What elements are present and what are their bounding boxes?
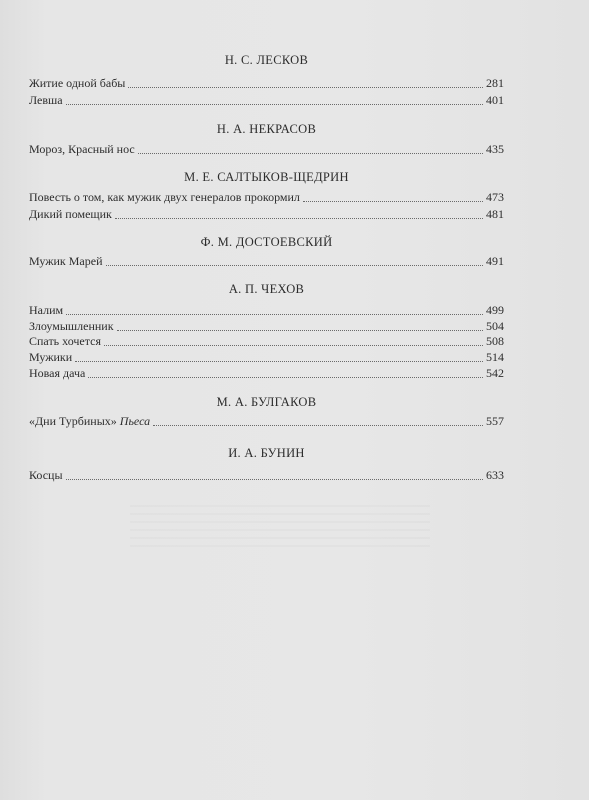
- dot-leader: [153, 424, 483, 426]
- toc-entry[interactable]: [29, 93, 504, 108]
- toc-entry[interactable]: [29, 254, 504, 269]
- dot-leader: [128, 86, 483, 88]
- entry-page-number: 499: [486, 303, 504, 317]
- entry-title: Злоумышленник: [29, 319, 114, 333]
- dot-leader: [66, 103, 483, 105]
- entry-title-main: «Дни Турбиных»: [29, 414, 117, 428]
- entry-page-number: 473: [486, 190, 504, 204]
- entry-page-number: 542: [486, 366, 504, 380]
- entry-page-number: 481: [486, 207, 504, 221]
- dot-leader: [117, 329, 483, 331]
- entry-page-number: 633: [486, 468, 504, 482]
- entry-title: Мужики: [29, 350, 73, 364]
- toc-entry[interactable]: [29, 319, 504, 334]
- entry-page-number: 508: [486, 334, 504, 348]
- show-through-imprint: [130, 505, 430, 553]
- section-author-dostoevsky: Ф. М. ДОСТОЕВСКИЙ: [200, 235, 333, 249]
- section-author-leskov: Н. С. ЛЕСКОВ: [224, 53, 309, 67]
- toc-entry[interactable]: [29, 303, 504, 318]
- entry-page-number: 504: [486, 319, 504, 333]
- entry-title: Левша: [29, 93, 63, 107]
- entry-page-number: 514: [486, 350, 504, 364]
- dot-leader: [104, 344, 483, 346]
- entry-title: Дикий помещик: [29, 207, 112, 221]
- entry-title: Повесть о том, как мужик двух генералов прокормил: [29, 190, 300, 204]
- toc-entry[interactable]: [29, 468, 504, 483]
- entry-title: Спать хочется: [29, 334, 101, 348]
- dot-leader: [66, 478, 483, 480]
- toc-entry[interactable]: [29, 76, 504, 91]
- dot-leader: [106, 264, 484, 266]
- entry-page-number: 491: [486, 254, 504, 268]
- dot-leader: [138, 152, 483, 154]
- entry-title-genre: Пьеса: [119, 414, 151, 428]
- dot-leader: [66, 313, 483, 315]
- entry-page-number: 435: [486, 142, 504, 156]
- dot-leader: [115, 217, 483, 219]
- entry-title: Налим: [29, 303, 64, 317]
- entry-page-number: 557: [486, 414, 504, 428]
- toc-entry[interactable]: [29, 366, 504, 381]
- dot-leader: [75, 360, 483, 362]
- entry-page-number: 281: [486, 76, 504, 90]
- entry-title: Косцы: [29, 468, 63, 482]
- section-author-bunin: И. А. БУНИН: [228, 446, 305, 460]
- toc-entry[interactable]: [29, 190, 504, 205]
- section-author-nekrasov: Н. А. НЕКРАСОВ: [216, 122, 317, 136]
- section-author-bulgakov: М. А. БУЛГАКОВ: [216, 395, 317, 409]
- entry-title: Житие одной бабы: [29, 76, 126, 90]
- dot-leader: [88, 376, 483, 378]
- section-author-saltykov: М. Е. САЛТЫКОВ-ЩЕДРИН: [184, 170, 349, 184]
- toc-entry[interactable]: [29, 414, 504, 429]
- toc-entry[interactable]: [29, 207, 504, 222]
- toc-entry[interactable]: [29, 142, 504, 157]
- entry-title: Мужик Марей: [29, 254, 103, 268]
- dot-leader: [303, 200, 483, 202]
- entry-title: [29, 414, 150, 429]
- entry-title: Новая дача: [29, 366, 86, 380]
- entry-page-number: 401: [486, 93, 504, 107]
- entry-title: Мороз, Красный нос: [29, 142, 135, 156]
- section-author-chekhov: А. П. ЧЕХОВ: [228, 282, 305, 296]
- toc-entry[interactable]: [29, 350, 504, 365]
- toc-entry[interactable]: [29, 334, 504, 349]
